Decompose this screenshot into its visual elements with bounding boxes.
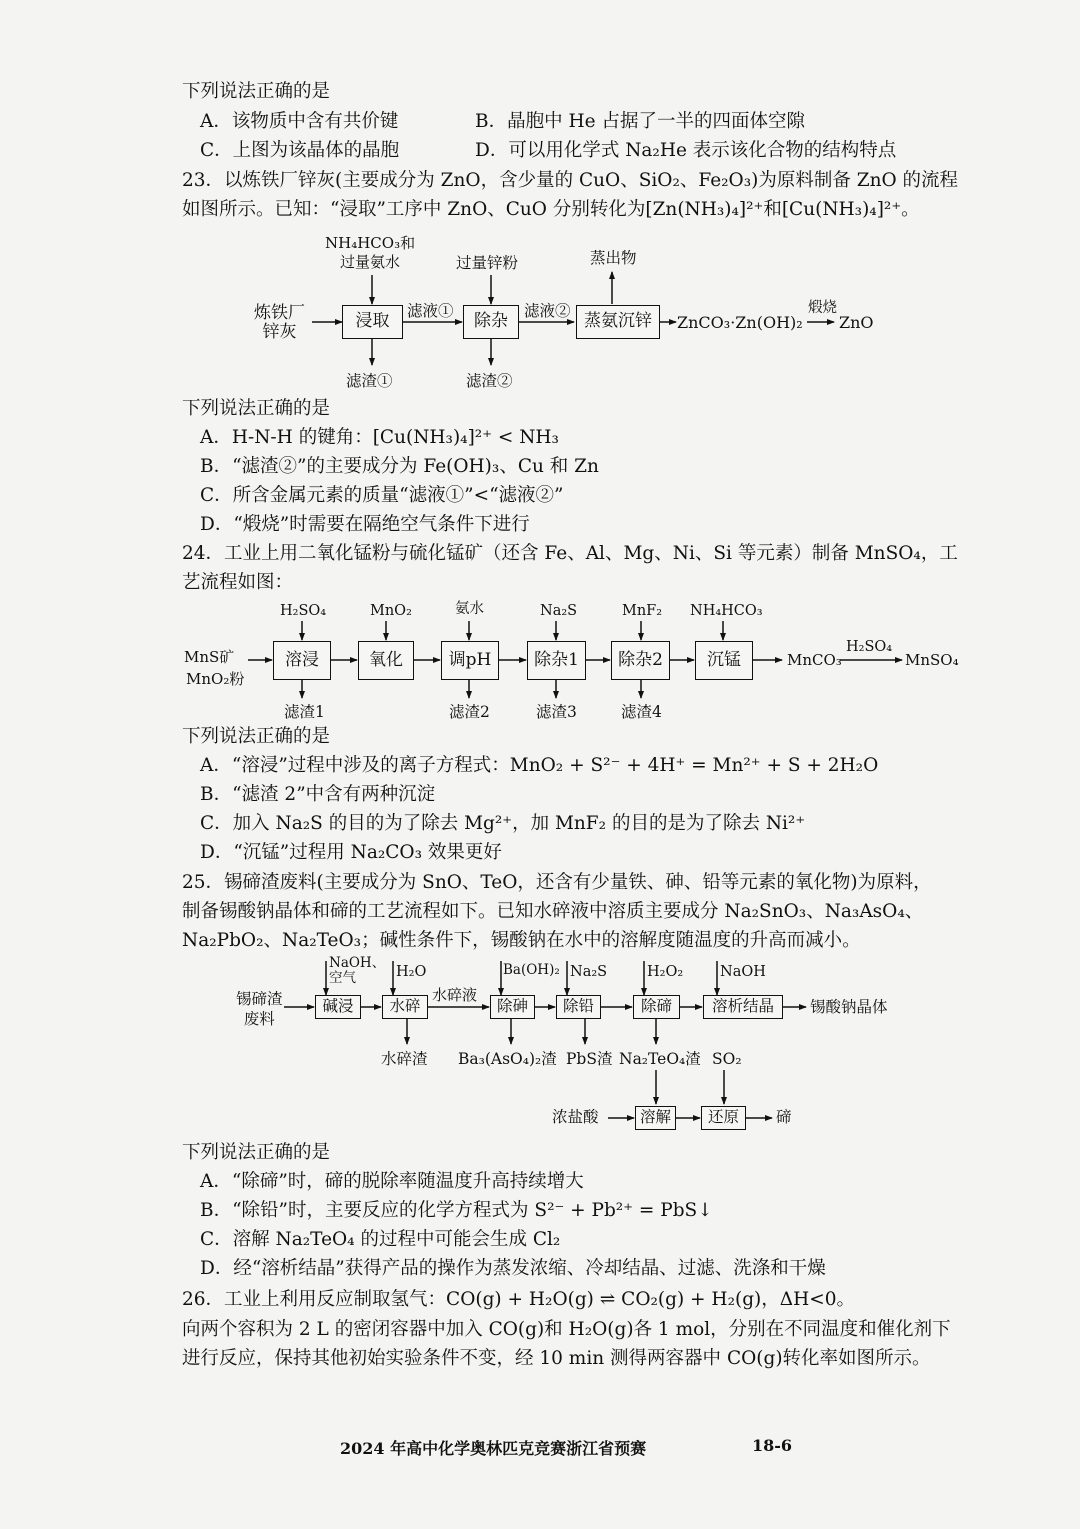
q23-product-2: ZnO [839, 313, 874, 332]
q23-option-d: D．“煅烧”时需要在隔绝空气条件下进行 [200, 514, 530, 535]
q24-step-dissolve: 溶浸 [273, 641, 331, 680]
q25-residue-water: 水碎渣 [381, 1050, 428, 1068]
q25-reagent-naoh-air: NaOH、 空气 [329, 955, 386, 986]
q24-reagent-nh4hco3: NH₄HCO₃ [690, 603, 763, 619]
q25-residue-arsenate: Ba₃(AsO₄)₂渣 [458, 1050, 557, 1068]
q25-raw-material: 锡碲渣 废料 [236, 990, 283, 1028]
q24-option-a: A．“溶浸”过程中涉及的离子方程式：MnO₂ + S²⁻ + 4H⁺ = Mn²⁺ + S + 2H₂O [200, 755, 879, 776]
q24-reagent-na2s: Na₂S [540, 603, 578, 619]
q25-option-a: A．“除碲”时，碲的脱除率随温度升高持续增大 [200, 1171, 584, 1192]
q24-raw-1: MnS矿 [184, 648, 235, 666]
q24-reagent-ammonia: 氨水 [455, 601, 484, 617]
q23-filtrate-1: 滤液① [407, 302, 454, 320]
q25-reagent-h2o: H₂O [396, 964, 427, 980]
q25-step-remove-as: 除砷 [490, 995, 535, 1019]
q25-reagent-baoh2: Ba(OH)₂ [503, 962, 560, 978]
q24-step-purify-2: 除杂2 [611, 641, 670, 680]
q24-product-mnso4: MnSO₄ [905, 651, 959, 669]
q25-reagent-h2o2: H₂O₂ [647, 964, 684, 980]
q24-residue-2: 滤渣2 [449, 703, 490, 721]
q24-step-oxidize: 氧化 [358, 641, 414, 680]
q24-residue-1: 滤渣1 [284, 703, 325, 721]
q22-prompt: 下列说法正确的是 [182, 81, 331, 102]
q25-hcl: 浓盐酸 [552, 1108, 599, 1126]
q25-option-b: B．“除铅”时，主要反应的化学方程式为 S²⁻ + Pb²⁺ = PbS↓ [200, 1200, 713, 1221]
q25-step-dissolve: 溶解 [635, 1106, 676, 1130]
q24-prompt: 下列说法正确的是 [182, 726, 331, 747]
q26-stem-3: 进行反应，保持其他初始实验条件不变，经 10 min 测得两容器中 CO(g)转化率如图所示。 [182, 1348, 931, 1369]
q23-residue-2: 滤渣② [466, 372, 513, 390]
footer-page-number: 18-6 [752, 1436, 793, 1455]
q24-reagent-mno2: MnO₂ [370, 603, 412, 619]
q22-option-d: D．可以用化学式 Na₂He 表示该化合物的结构特点 [475, 140, 897, 161]
q24-raw-2: MnO₂粉 [186, 670, 245, 688]
q23-step-ammonia-zinc: 蒸氨沉锌 [576, 305, 660, 339]
q25-residue-tellurate: Na₂TeO₄渣 [619, 1050, 701, 1068]
q24-reagent-mnf2: MnF₂ [622, 603, 663, 619]
q25-option-c: C．溶解 Na₂TeO₄ 的过程中可能会生成 Cl₂ [200, 1229, 561, 1250]
q23-reagent-2: 过量锌粉 [456, 254, 519, 272]
q24-product-mnco3: MnCO₃ [787, 651, 842, 669]
q25-stem-3: Na₂PbO₂、Na₂TeO₃；碱性条件下，锡酸钠在水中的溶解度随温度的升高而减小。 [182, 930, 861, 951]
q24-step-purify-1: 除杂1 [527, 641, 586, 680]
footer-title: 2024 年高中化学奥林匹克竞赛浙江省预赛 [340, 1439, 647, 1458]
q25-so2: SO₂ [712, 1050, 742, 1068]
q22-option-a: A．该物质中含有共价键 [200, 111, 399, 132]
q25-prompt: 下列说法正确的是 [182, 1142, 331, 1163]
q25-liquor: 水碎液 [432, 986, 478, 1004]
q25-step-remove-te: 除碲 [633, 995, 680, 1019]
q22-option-b: B．晶胞中 He 占据了一半的四面体空隙 [475, 111, 805, 132]
q23-option-c: C．所含金属元素的质量“滤液①”<“滤液②” [200, 485, 564, 506]
q25-option-d: D．经“溶析结晶”获得产品的操作为蒸发浓缩、冷却结晶、过滤、洗涤和干燥 [200, 1258, 826, 1279]
q23-option-b: B．“滤渣②”的主要成分为 Fe(OH)₃、Cu 和 Zn [200, 456, 599, 477]
q24-option-c: C．加入 Na₂S 的目的为了除去 Mg²⁺，加 MnF₂ 的目的是为了除去 Ni²⁺ [200, 813, 806, 834]
q25-reagent-naoh: NaOH [720, 964, 766, 980]
q25-step-crystallize: 溶析结晶 [703, 995, 783, 1019]
q24-stem-2: 艺流程如图： [182, 572, 294, 593]
q23-prompt: 下列说法正确的是 [182, 398, 331, 419]
q25-step-reduce: 还原 [701, 1106, 746, 1130]
q24-stem-1: 24．工业上用二氧化锰粉与硫化锰矿（还含 Fe、Al、Mg、Ni、Si 等元素）制备 MnSO₄，工 [182, 543, 958, 564]
q26-stem-1: 26．工业上利用反应制取氢气：CO(g) + H₂O(g) ⇌ CO₂(g) + H₂(g)，ΔH<0。 [182, 1289, 856, 1310]
q25-reagent-na2s: Na₂S [570, 964, 608, 980]
q25-stem-2: 制备锡酸钠晶体和碲的工艺流程如下。已知水碎液中溶质主要成分 Na₂SnO₃、Na₃AsO₄、 [182, 901, 924, 922]
q25-step-remove-pb: 除铅 [556, 995, 601, 1019]
q24-acid-label: H₂SO₄ [846, 639, 893, 655]
q24-step-adjust-ph: 调pH [441, 641, 499, 680]
q24-reagent-h2so4: H₂SO₄ [280, 603, 327, 619]
q24-residue-4: 滤渣4 [621, 703, 662, 721]
q23-reagent-1: NH₄HCO₃和 过量氨水 [325, 234, 416, 271]
q25-residue-pbs: PbS渣 [566, 1050, 613, 1068]
q23-raw-material: 炼铁厂 锌灰 [254, 303, 305, 342]
q23-step-leach: 浸取 [342, 305, 403, 339]
q23-distillate: 蒸出物 [590, 249, 637, 267]
q22-option-c: C．上图为该晶体的晶胞 [200, 140, 400, 161]
q23-stem-2: 如图所示。已知：“浸取”工序中 ZnO、CuO 分别转化为[Zn(NH₃)₄]²⁺和[Cu(NH₃)₄]²⁺。 [182, 199, 920, 220]
q25-stem-1: 25．锡碲渣废料(主要成分为 SnO、TeO，还含有少量铁、砷、铅等元素的氧化物)为原料， [182, 872, 932, 893]
q25-tellurium: 碲 [776, 1108, 792, 1126]
q23-stem-1: 23．以炼铁厂锌灰(主要成分为 ZnO，含少量的 CuO、SiO₂、Fe₂O₃)为原料制备 ZnO 的流程 [182, 170, 959, 191]
q25-product: 锡酸钠晶体 [810, 998, 888, 1016]
q23-filtrate-2: 滤液② [524, 302, 571, 320]
q26-stem-2: 向两个容积为 2 L 的密闭容器中加入 CO(g)和 H₂O(g)各 1 mol，分别在不同温度和催化剂下 [182, 1319, 951, 1340]
q23-product-1: ZnCO₃·Zn(OH)₂ [677, 313, 803, 332]
q24-step-precipitate-mn: 沉锰 [695, 641, 753, 680]
q23-option-a: A．H-N-H 的键角：[Cu(NH₃)₄]²⁺ < NH₃ [200, 427, 559, 448]
q24-residue-3: 滤渣3 [536, 703, 577, 721]
q23-calcine-label: 煅烧 [808, 300, 837, 316]
q25-step-water-crush: 水碎 [382, 995, 428, 1019]
q25-step-alkali-leach: 碱浸 [315, 995, 361, 1019]
q23-residue-1: 滤渣① [346, 372, 393, 390]
q24-option-b: B．“滤渣 2”中含有两种沉淀 [200, 784, 436, 805]
q23-step-purify: 除杂 [463, 305, 519, 339]
q24-option-d: D．“沉锰”过程用 Na₂CO₃ 效果更好 [200, 842, 502, 863]
